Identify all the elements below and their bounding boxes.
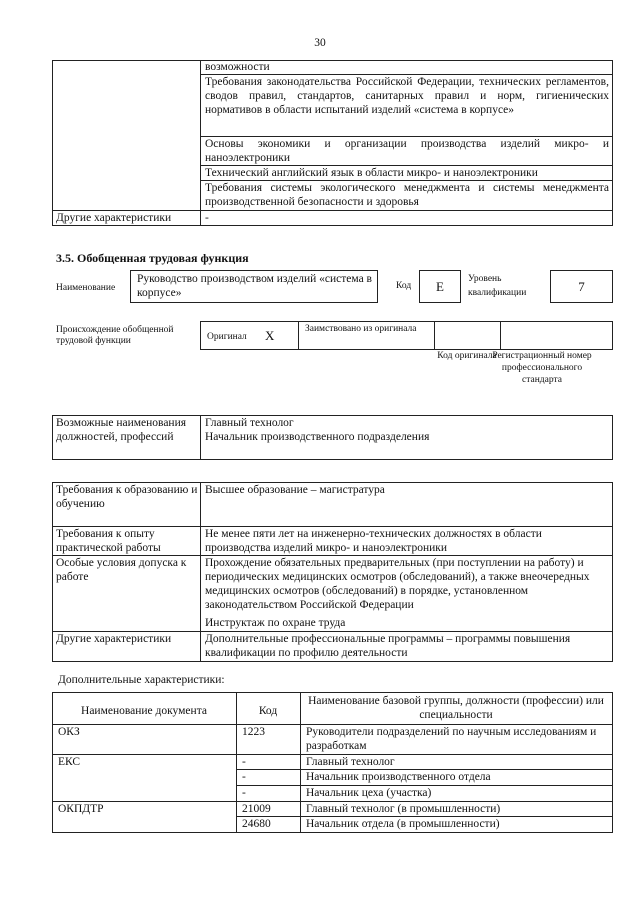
origin-code-caption: Код оригинала <box>437 351 497 361</box>
code-value: E <box>436 279 444 294</box>
section-title: 3.5. Обобщенная трудовая функция <box>56 251 249 265</box>
table-row-code: 24680 <box>242 818 271 830</box>
table-row-doc: ОКЗ <box>58 726 80 738</box>
origin-label: Происхождение обобщенной трудовой функции <box>56 325 174 346</box>
requirement-value-admission: Прохождение обязательных предварительных (при поступлении на работу) и периодических медицинских осмотров (обследований), а также внеочередных медицинских осмотров (обследований) в порядке, установленном законодательством Российской Федерации <box>205 557 590 611</box>
knowledge-row: Требования системы экологического менеджмента и системы менеджмента производственной безопасности и здоровья <box>205 182 609 208</box>
table-row-doc: ЕКС <box>58 756 81 768</box>
other-characteristics-label: Другие характеристики <box>56 212 172 224</box>
requirement-label-other: Другие характеристики <box>56 633 172 645</box>
table-row-code: - <box>242 787 246 799</box>
additional-header-document: Наименование документа <box>81 705 207 717</box>
requirement-label-experience: Требования к опыту практической работы <box>56 528 161 554</box>
name-value: Руководство производством изделий «система в корпусе» <box>137 273 372 299</box>
requirement-value-education: Высшее образование – магистратура <box>205 484 385 496</box>
table-row-code: - <box>242 756 246 768</box>
table-row-code: 1223 <box>242 726 265 738</box>
knowledge-row: Требования законодательства Российской Федерации, технических регламентов, сводов правил, стандартов, санитарных правил и норм, гигиенических нормативов в области испытаний изделий «система в корпусе» <box>205 76 609 116</box>
knowledge-row: возможности <box>205 61 270 73</box>
requirement-value-other: Дополнительные профессиональные программы – программы повышения квалификации по профилю деятельности <box>205 633 571 659</box>
table-row-name: Начальник отдела (в промышленности) <box>306 818 500 830</box>
knowledge-row: Основы экономики и организации производства изделий микро- и наноэлектроники <box>205 138 609 164</box>
origin-reg-caption: Регистрационный номер профессионального стандарта <box>492 351 592 385</box>
other-characteristics-value: - <box>205 212 209 224</box>
table-row-name: Главный технолог <box>306 756 395 768</box>
position-item: Начальник производственного подразделения <box>205 431 430 443</box>
level-label: Уровень квалификации <box>468 274 527 298</box>
additional-header-name: Наименование базовой группы, должности (профессии) или специальности <box>308 695 604 721</box>
position-item: Главный технолог <box>205 417 294 429</box>
level-value: 7 <box>578 279 585 294</box>
name-label: Наименование <box>56 283 116 293</box>
requirement-label-education: Требования к образованию и обучению <box>56 484 198 510</box>
page-number: 30 <box>314 37 326 49</box>
table-row-name: Руководители подразделений по научным исследованиям и разработкам <box>306 726 597 752</box>
table-row-doc: ОКПДТР <box>58 803 104 815</box>
table-row-code: - <box>242 771 246 783</box>
origin-original-label: Оригинал <box>207 332 247 342</box>
knowledge-row: Технический английский язык в области микро- и наноэлектроники <box>205 167 538 179</box>
positions-label: Возможные наименования должностей, профессий <box>56 417 187 443</box>
table-row-name: Начальник цеха (участка) <box>306 787 432 799</box>
requirement-value-experience: Не менее пяти лет на инженерно-технических должностях в области производства изделий микро- и наноэлектроники <box>205 528 542 554</box>
requirement-label-admission: Особые условия допуска к работе <box>56 557 187 583</box>
code-label: Код <box>396 281 412 291</box>
additional-title: Дополнительные характеристики: <box>58 674 225 686</box>
origin-original-mark: X <box>265 328 275 343</box>
origin-borrowed-label: Заимствовано из оригинала <box>305 324 417 334</box>
table-row-name: Главный технолог (в промышленности) <box>306 803 501 815</box>
table-row-code: 21009 <box>242 803 271 815</box>
additional-header-code: Код <box>258 705 278 717</box>
requirement-value-briefing: Инструктаж по охране труда <box>205 617 346 629</box>
table-row-name: Начальник производственного отдела <box>306 771 491 783</box>
